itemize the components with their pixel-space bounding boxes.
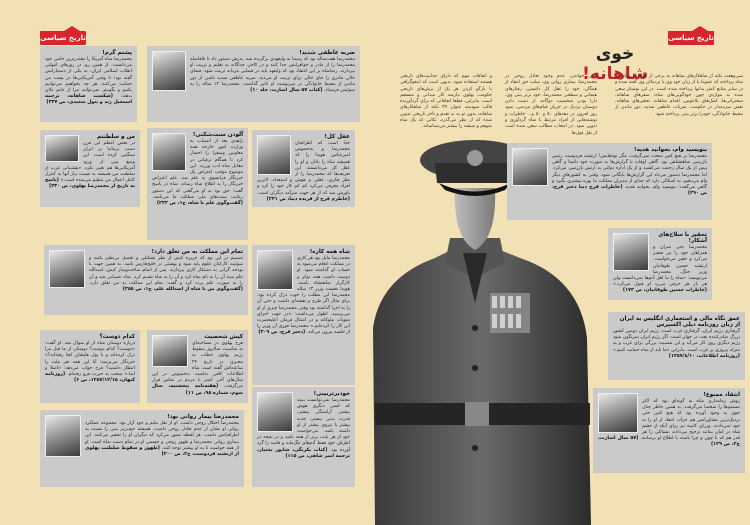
box-country-belongs <box>44 245 248 315</box>
box-humiliation <box>608 228 712 300</box>
box-title: کدام دوست؟ <box>99 334 135 340</box>
intro-column: الهی خواندن، عدم وجود تعادل روحی در محمدرضا، بیماری روانی وی، سلب حق انتقاد از همگان، خود را عقل کل دانستن، رفتارهای هیجانی و سطحی محمدرضا، خود برتر بینی وی، دارا بودن شخصیت دوگانه، از دست دادن دوستان نزدیک در جریان قیام‌های مردمی، نمود روز افزون در دهه‌های ۵۰ و ۵۰ و... خاطرات و نوشته‌هایی از افراد مرتبط با شاه گردآوری و تدوین شود. در انتخاب مطالب سعی شده است از نقل قول‌ها <box>505 74 597 136</box>
box-title: عقل کل! <box>324 134 350 140</box>
box-tradition <box>147 128 248 240</box>
photo-kish <box>49 250 85 288</box>
photo-hospital <box>45 415 81 457</box>
box-citation: (روزنامه کیهان، ۱۳۵۷/۱۲/۱۵، ص ۶) <box>45 372 135 384</box>
box-superiority <box>252 387 355 487</box>
box-body: درباره دوستان شاه از او سوال شد. او گفت: «دوست؟ کدام دوست؟ دوستان از ما قبل مرا ترک کرده‌اند و با پول هایشان کجا رفته‌اند؟» خبرنگار می‌پرسد: آیا این همه نفر ملت را انتظار داشتید؟ فرح جواب می‌دهد: «اصلا و ابدا.» سخت به حیرت فرو رفته‌ام. <box>45 341 135 378</box>
box-citation: (پاسخ به تاریخ از محمدرضا پهلوی، ص ۲۳۰) <box>45 178 135 190</box>
intro-column: سی‌وهفت نکته از شاهکارهای شاهانه به برخی از اتفاقات پیرامونی شاه پرداخته که عموما یا از زبان خود وی یا نزدیکان وی گفته شده و در سایر منابع کمتر بدانها پرداخته شده است. در این نوشتار سعی شده به مواردی چون خودگویی‌های شاه، سفرهای شاهانه، سخنرانی‌ها، کمک‌های بلاعوض، اقدام شاهانه، تحقیرهای شاهانه، نقش سردمدار در حکومت، ضربات عاطفی شدید، دور ماندن از محیط خانوادگی، خودرا برتر بینی پرداخته شود. <box>615 74 743 117</box>
box-pashtam-garm <box>40 46 137 122</box>
box-citation: (کتاب ۵۷ سال اسارت، جلد ۱۰) <box>250 88 323 94</box>
box-citation: (خاطرات حسین طوفانیان، ص ۱۷۲) <box>622 288 707 294</box>
photo-farah <box>152 335 188 367</box>
box-title: من و سلطنتم <box>96 134 135 140</box>
box-title: آلودن سنت‌شکنی! <box>192 132 243 138</box>
box-body: تصمیم در این بود که جزیره کیش از نظر تشکیلی و تحمیل بی‌نظیر باشد و سوئیت کارکنان علوم پایه شود و بهشتی در خلیج‌فارس باشد. به همین جهت با بودجه گرانی به دشتکار کاری بپردازند. پس از اتمام ساخت‌وساز کیش، اسدالله علم سند آن را به نام شاه کرد و آن را به شاه تقدیم کرد. شاه عصبانی شد و آن را به صورت علم پرت کرد و گفت: تمام این مملکت به من تعلق دارد. <box>89 256 243 286</box>
photo-cabinet <box>598 393 638 433</box>
photo-officials <box>257 250 293 290</box>
box-body: محمدرضا حتی سران و همراهان خود را نیز تحقیر می‌کرد و حقیر می‌خواست. ارتشبد حسین طوفانیان وزیر جنگ، محمدرضا می‌نویسد: «شاه را ما اهل آدم‌ها نمی‌دانست ولی هر بار هر حرفی می‌زد او قبول می‌کرد.» <box>613 245 707 288</box>
box-citation: (روزنامه اطلاعات، ۱۳۵۷/۸/۱۰) <box>668 353 740 359</box>
box-body: روش زمامداری شاه به گونه‌ای بود که اکثر تصمیم‌ها را شخصا می‌گرفت. به همین خاطر چنان خوی به وجود آورده بود که هیچ کس حتی نزدیک‌ترین مشاورانش هم جرأت انتقاد از او را به خود نمی‌دادند. وزرای کابینه نیز برای آنکه از خشم شاه در امان بمانند ترجیح می‌دادند مسائلی را هر قدر هم که با چون و چرا باشند با اطلاع او برسانند. <box>640 399 740 442</box>
box-body: فرح پهلوی در مصاحبه‌ای به مناسبت سالروز سقوط رژیم پهلوی خطاب به مخبری در تاریخ ۲۴ ساعته‌اش گفته است شاه اطلاعات کافی نداشت به‌خصوص در این سال‌های آخر. کمتر با مردم در تماس قرار می‌گرفت. <box>152 341 243 390</box>
box-body: در بخش اعظم این قرن دست بریتانیا بر ایران سنگینی کرده است. این وضع پس از ورود آمریکایی‌ها هم تغییر نکرد. «پشتیبانی غرب از سلطنت من همیشه به نسبت نیاز آنها به کنترل کامل اعمال من تنظیم می‌شده است.» <box>45 141 135 184</box>
title-part2: شاهانه! <box>582 64 648 84</box>
logo-text: تاریخ سیاسی <box>40 34 86 42</box>
box-body: محمدرضا شاه آمریکا را مقتدرترین حامی خود می‌دانست. از همین رو، در روزهای انتهایی انقلاب اسلامی ایران، به یکی از دستیارانش گفته بود: تا وقتی آمریکایی‌ها در پشت من حمایت می‌کنند، هر چه بخواهیم می‌توانیم بکنیم و بگوییم. نمی‌توانند مرا از جایم تکان بدهند. <box>45 57 132 100</box>
box-citation: (خاطرم فرح از فریده دیبا، ص ۲۴۱) <box>266 196 350 202</box>
box-body: خدا است که اطرافیان محمدرضا و به‌خصوص امیرعباس هویدا را که همیشه شاه را نادان و او را عقل کل می‌دانستند. این تعریف‌ها که محمدرضا را از نظر فکری، عقلی و هوش و استعداد، لاترین افراد معرفی می‌کرد کم کم کار خود را کرد و باورش شد که از هر جهت سرآمد دیگران است. <box>257 141 350 196</box>
box-body: گرفتاری رژیم ایران، گرفتاری غرب است. رژیم ایران دومین کشور بزرگ صادرکننده نفت در جهان است. اگر رژیم ایران سرنگون شود رژیم دیگری روی کار می‌آید و این مصیبت بزرگی برای غرب و به منزله پیروزی بر غرب است. بنابراین «ما باید از شاه حمایت کنیم.» <box>613 329 740 353</box>
box-mentally-ill <box>40 410 244 487</box>
box-emotional-blow <box>147 46 360 122</box>
box-me-and-my-monarchy <box>40 130 140 207</box>
box-citation: (هفته‌نامه پنجشنبه، سال سوم، شماره ۹۵، ص ۱۱) <box>152 384 243 396</box>
photo-fardoust <box>512 148 548 186</box>
box-title: پشتم گرم! <box>102 50 132 56</box>
box-know-it-all <box>252 130 355 207</box>
box-citation: (شکست شاهانه، ترجمه اسمعیل زند و بتول سعیدی، ص ۳۳۷) <box>45 94 132 106</box>
photo-shah <box>45 135 79 162</box>
logo-right <box>668 31 714 45</box>
box-title: ضربه عاطفی شدید! <box>299 50 355 56</box>
box-body: محمدرضا نمی‌توانست ببیند که کسی دیگری هوش بیشتر، آراستگی بیشتر، قدرت بدنی بیشتر، جذبه بیشتر یا نیروی بیشتر از او داشته باشد. می‌خواست خود از هر بابت برتر از همه باشد و در نتیجه در اطراف خود فقط آدم‌های تنگ‌مایه و فاسد را گرد آورده بود. <box>257 398 350 453</box>
title-part1: خوی <box>595 44 635 64</box>
box-criticism-forbidden <box>593 388 745 473</box>
box-title: خودبرتربینی! <box>313 391 350 397</box>
box-citation: (خاطرات فرح دیبا دختر فرح، ص ۲۹۰) <box>552 185 707 197</box>
box-title: بنویسید وام، بخوانید هدیه! <box>634 147 707 153</box>
box-body: محمدرضا هفت‌ساله بود که رسما به ولیعهدی برگزیده شد. پدرش دستور داد تا بلافاصله محمدرضا را از مادر و خواهرانش جدا کنند و در کاخی جداگانه به تعلیم و تربیت او بپردازند. رضاشاه بر این اعتقاد بود که ولیعهد باید در فضایی مردانه تربیت شود. فضای خالی مادری را جای خالی برای تربیت او می‌دید. ضربه عاطفی شدید ناشی از دور ماندن از محیط خانوادگی در سرنوشت او تاثیر گذاشت. محمدرضا ۱۲ ساله را به سوئیس فرستاد. <box>190 57 355 94</box>
box-title: انتقاد ممنوع! <box>703 392 740 398</box>
box-daily-express <box>608 312 745 380</box>
box-citation: (کتاب یکرنگی، شاپور بختیار، ترجمه امیر شاهی، ص ۱۱۵) <box>257 447 350 459</box>
box-body: محمدرضا مایل بود هر کاری در مملکت انجام می‌شود به حساب او گذاشته شود. او دوست داشت همه نوکر و کارگزار شاهنشاه باشند. هویدا نخست وزیر ۱۳ ساله محمدرضا این مطلب را خوب درک کرده بود. برای مثال اگر طرح و نقشه‌ای داشت و حتی آن را به اجرا گذاشته بود وقتی محمدرضا چیزی از او می‌پرسید، اظهار می‌داشت: «در جهت اجرای منویات ملوکانه و در امتثال فرمان اعلیحضرت این کار را کرده‌ایم.» محمدرضا فوری آن وزیر را از جلسه بیرون می‌کند. <box>257 256 350 336</box>
box-all-powerful <box>252 245 355 385</box>
box-personality-cult <box>147 330 248 403</box>
box-citation: (گفت‌وگوی من با شاه از اسدالله علم، ج۱، ص ۳۵۵) <box>122 287 243 293</box>
photo-bakhtiar <box>257 392 293 432</box>
box-citation: (ظهور و سقوط سلطنت پهلوی از ارتشبد فردوست، ج۲، ص ۲۰۰) <box>85 445 239 458</box>
box-title: شاه همه کاره! <box>309 249 350 255</box>
box-body: محمدرضا اختلال روحی داشت. او از نقل ملیم و خود آزار بود. مجموعه عملکرد روانی او نشان از عدم تعادل روحی داشت. همیشه خودبرتر بینی را نسبت به اطرافیانش داشت. هر لحظه تصور می‌کرد که دیگران او را تحقیر می‌کنند. این بیماری روانی محمدرضا و ظهور روحی و جسمی او در تمام دست شاه است. او از همه خواست تا به او بیشتر توجه کنند. <box>85 421 239 451</box>
box-loan-gift <box>507 143 712 220</box>
box-which-friend <box>40 330 140 403</box>
box-title: کیش شخصیت <box>204 334 243 340</box>
photo-zahedi <box>152 133 186 171</box>
box-title: محمدرضا بیمار روانی بود! <box>167 414 239 420</box>
box-title: تحقیر با سلاح‌های آشکار! <box>658 232 707 244</box>
box-title: عمق نگاه مالی و استعماری انگلیس به ایران از زبان روزنامه دیلی اکسپرس <box>619 316 740 328</box>
photo-toufanian <box>613 233 649 271</box>
intro-column: و اتفاقات مهم که دارای جذابیت‌های تاریخی هستند استفاده شود. بدیهی است که اینفوگرافی با بازگو کردن هر یک از برش‌های تاریخی حکومت پهلوی نیازمند کار میدانی و منسجم است. بنابراین، قطعا اتفاقاتی که برای گردآورنده قالب سودمند عنوان ۳۷ نکته از شاهکارهای شاهانه، بدون تو به به تقدم و تاخر تاریخی تدوین شده که از نظر می‌گذرد، نکاتی که یک شاه متوهم و شیفته را بیشتر می‌شناساند. <box>400 74 492 130</box>
box-title: تمام این مملکت به من تعلق دارد! <box>151 249 243 255</box>
box-body: زاهدی بعد از انتصاب به وزارت امور خارجه همه معاونین وسفرا را احضار کرد تا همگام ترقیاتی در مقابل شاه ادب ورزند. این موضوع موجب اعتراض یک خبرنگار فرانسوی به علم شد. علم اعتراض خبرنگار را به اطلاع شاه رساند. شاه در پاسخ گفت: حق بود به او می‌گفتی که این دستور رعایت سنت‌های ملی مملکت ما می‌باشد. <box>152 139 243 200</box>
logo-left <box>40 31 86 45</box>
box-citation: (دختر فرح، ص ۳۰۹) <box>258 330 306 336</box>
box-citation: (گفت‌وگوی علم با شاه، ج۱، ص ۲۳۲) <box>156 201 243 207</box>
photo-book-cover <box>257 135 291 175</box>
photo-family <box>152 51 186 91</box>
box-body: محمدرضا بر هیچ کس سخت نمی‌گرفت، مگر نوه‌هایش! ارتشبد فردوست رئیس بازرسی شاهنشاهی بود. گاهی اوقات با گزارش‌ها به صورت خود داشتا و گاهی بیش از یک سال زحمت می‌کشید و از یک اداره دولتی به ارتش بازرسی می‌کرد. اما محمدرضا دستور می‌داد این گزارش‌ها بایگانی شود. وقتی به کشورهای دیگر وام می‌دهیم، به اشکالی دارد که جدای از مدیران مملکت ما بهره بیشتری بگیرد و گاهی می‌گفت: بنویسید وام، بخوانید هدیه. <box>552 154 707 191</box>
box-citation: (۵۷ سال اسارت، ج۲، ص ۱۲۹) <box>598 436 740 448</box>
logo-text: تاریخ سیاسی <box>668 34 714 42</box>
